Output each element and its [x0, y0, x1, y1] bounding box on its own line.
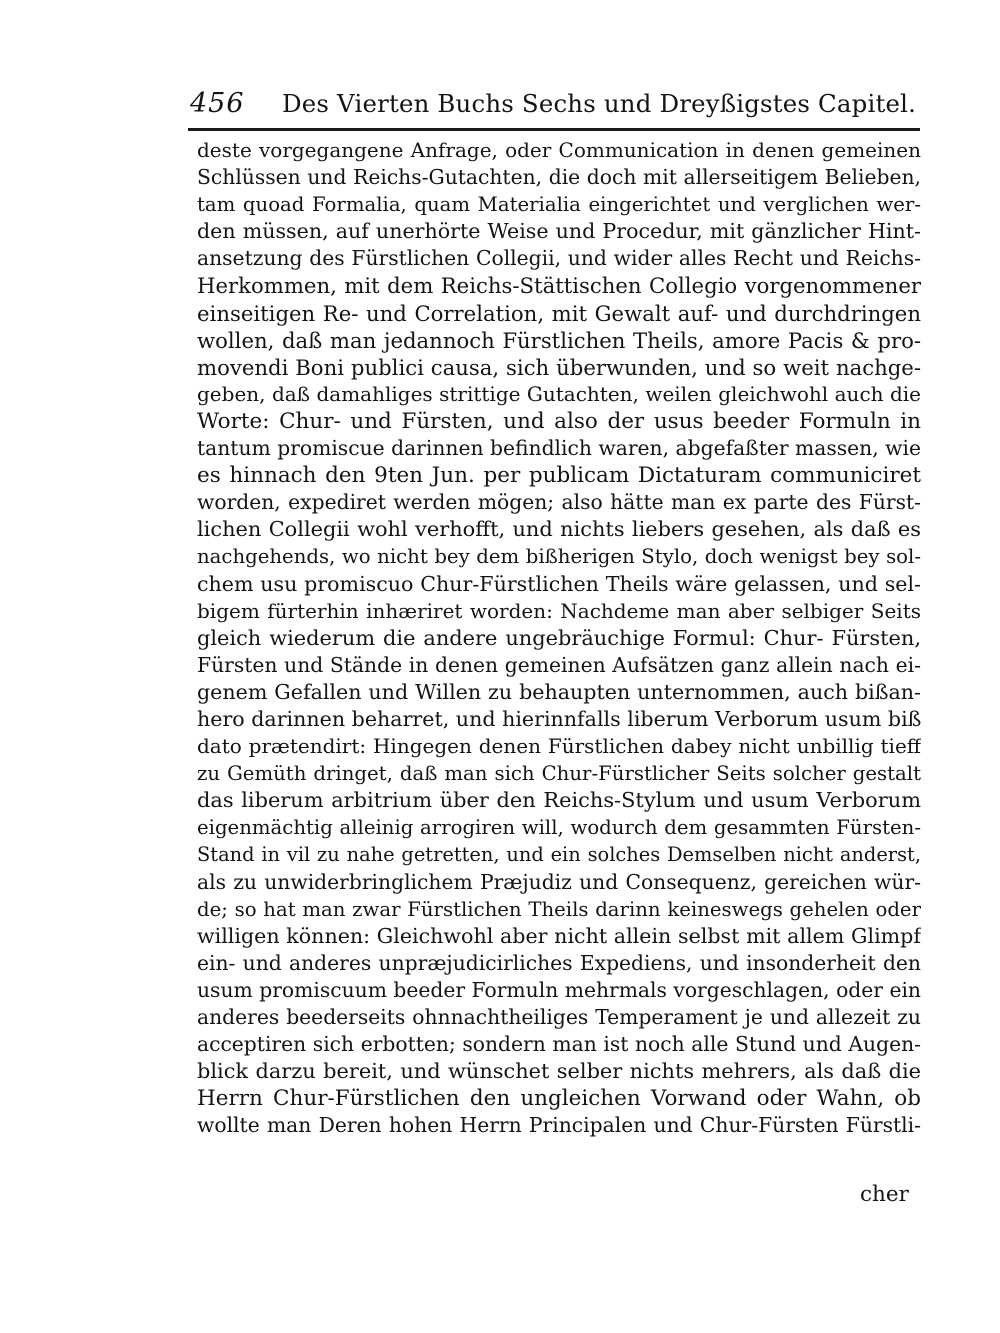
text-line: dato prætendirt: Hingegen denen Fürstlichen dabey nicht unbillig tieff [197, 734, 921, 759]
text-line: Stand in vil zu nahe getretten, und ein solches Demselben nicht anderst, [197, 843, 921, 867]
text-line: Schlüssen und Reichs-Gutachten, die doch mit allerseitigem Belieben, [197, 165, 921, 190]
text-line: Worte: Chur- und Fürsten, und also der usus beeder Formuln in [197, 408, 921, 434]
text-line: wollte man Deren hohen Herrn Principalen und Chur-Fürsten Fürstli- [197, 1113, 921, 1138]
text-line: chem usu promiscuo Chur-Fürstlichen Theils wäre gelassen, und sel- [197, 571, 921, 596]
text-line: de; so hat man zwar Fürstlichen Theils darinn keineswegs gehelen oder [197, 897, 921, 921]
text-line: nachgehends, wo nicht bey dem bißherigen Stylo, doch wenigst bey sol- [197, 545, 921, 569]
page-header [190, 86, 920, 126]
text-line: bigem fürterhin inhæriret worden: Nachdeme man aber selbiger Seits [197, 598, 921, 623]
text-line: das liberum arbitrium über den Reichs-Stylum und usum Verborum [197, 788, 921, 813]
text-line: hero darinnen beharret, und hierinnfalls liberum Verborum usum biß [197, 706, 921, 731]
catchword: cher [860, 1182, 909, 1207]
text-line: usum promiscuum beeder Formuln mehrmals vorgeschlagen, oder ein [197, 977, 921, 1002]
text-line: wollen, daß man jedannoch Fürstlichen Theils, amore Pacis & pro- [197, 327, 921, 353]
text-line: blick darzu bereit, und wünschet selber nichts mehrers, als daß die [197, 1059, 921, 1084]
page-number: 456 [190, 88, 245, 119]
text-line: lichen Collegii wohl verhofft, und nichts liebers gesehen, als daß es [197, 517, 921, 542]
text-line: movendi Boni publici causa, sich überwunden, und so weit nachge- [197, 354, 921, 380]
text-line: acceptiren sich erbotten; sondern man ist noch alle Stund und Augen- [197, 1032, 921, 1057]
text-line: als zu unwiderbringlichem Præjudiz und Consequenz, gereichen wür- [197, 869, 921, 894]
text-line: deste vorgegangene Anfrage, oder Communication in denen gemeinen [197, 138, 921, 162]
text-line: ansetzung des Fürstlichen Collegii, und wider alles Recht und Reichs- [197, 246, 921, 271]
header-rule [188, 128, 920, 131]
text-line: Herkommen, mit dem Reichs-Stättischen Collegio vorgenommener [197, 273, 921, 299]
text-line: Herrn Chur-Fürstlichen den ungleichen Vorwand oder Wahn, ob [197, 1086, 921, 1112]
text-line: willigen können: Gleichwohl aber nicht allein selbst mit allem Glimpf [197, 923, 921, 948]
text-line: es hinnach den 9ten Jun. per publicam Dictaturam communiciret [197, 463, 921, 489]
text-line: einseitigen Re- und Correlation, mit Gewalt auf- und durchdringen [197, 300, 921, 326]
text-line: ein- und anderes unpræjudicirliches Expediens, und insonderheit den [197, 950, 921, 975]
text-line: eigenmächtig alleinig arrogiren will, wodurch dem gesammten Fürsten- [197, 816, 921, 840]
text-line: zu Gemüth dringet, daß man sich Chur-Fürstlicher Seits solcher gestalt [197, 762, 921, 786]
text-line: genem Gefallen und Willen zu behaupten unternommen, auch bißan- [197, 679, 921, 704]
text-line: anderes beederseits ohnnachtheiliges Temperament je und allezeit zu [197, 1005, 921, 1029]
text-line: geben, daß damahliges strittige Gutachten, weilen gleichwohl auch die [197, 381, 921, 406]
text-line: gleich wiederum die andere ungebräuchige Formul: Chur- Fürsten, [197, 625, 921, 650]
text-line: worden, expediret werden mögen; also hätte man ex parte des Fürst- [197, 490, 921, 515]
running-head: Des Vierten Buchs Sechs und Dreyßigstes Capitel. [282, 89, 917, 118]
text-line: tantum promiscue darinnen befindlich waren, abgefaßter massen, wie [197, 436, 921, 461]
text-line: tam quoad Formalia, quam Materialia eingerichtet und verglichen wer- [197, 193, 921, 217]
text-line: den müssen, auf unerhörte Weise und Procedur, mit gänzlicher Hint- [197, 219, 921, 244]
body-text [197, 137, 921, 1139]
text-line: Fürsten und Stände in denen gemeinen Aufsätzen ganz allein nach ei- [197, 652, 921, 677]
